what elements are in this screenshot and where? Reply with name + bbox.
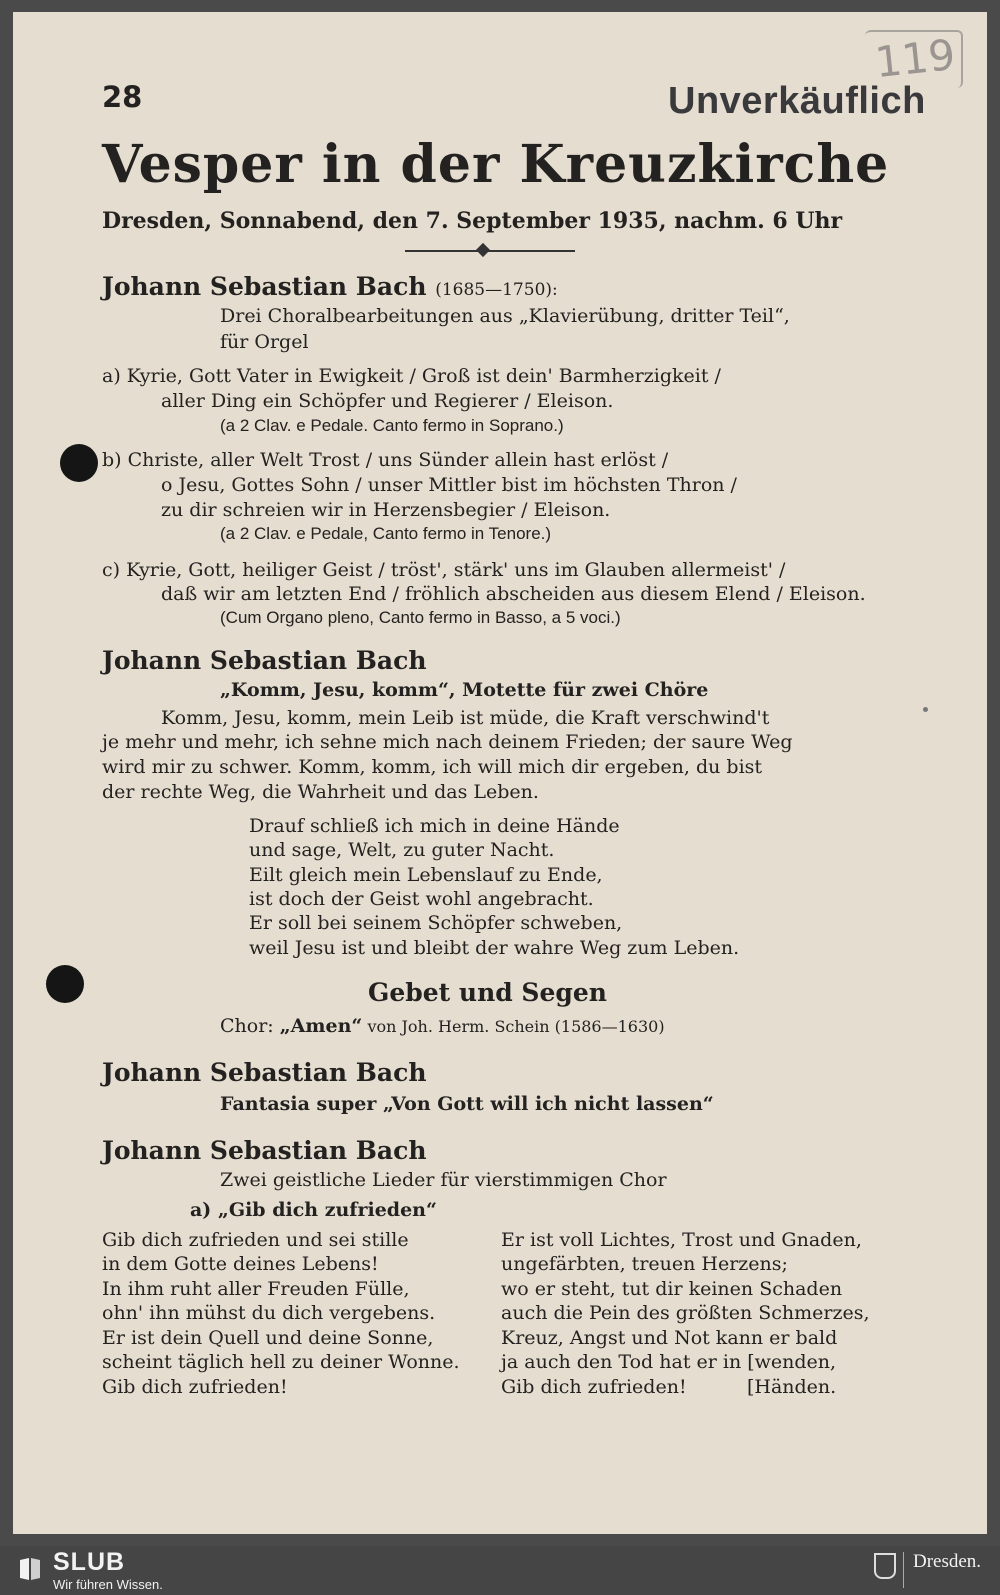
chorale-b-text: o Jesu, Gottes Sohn / unser Mittler bist im höchsten Thron / [161, 474, 737, 496]
composer-heading: Johann Sebastian Bach [102, 646, 427, 675]
song-verse-left: in dem Gotte deines Lebens! [102, 1253, 379, 1275]
song-verse-right: auch die Pein des größten Schmerzes, [501, 1302, 870, 1324]
brand-logo[interactable]: SLUB [53, 1548, 126, 1576]
chorale-a-text: a) Kyrie, Gott Vater in Ewigkeit / Groß ist dein' Barmherzigkeit / [102, 365, 721, 387]
choir-line: Chor: „Amen“ von Joh. Herm. Schein (1586—1630) [220, 1015, 665, 1037]
motet-text: je mehr und mehr, ich sehne mich nach deinem Frieden; der saure Weg [102, 731, 793, 753]
song-verse-right: Er ist voll Lichtes, Trost und Gnaden, [501, 1229, 862, 1251]
motet-verse: weil Jesu ist und bleibt der wahre Weg zum Leben. [249, 937, 740, 959]
song-verse-right: Gib dich zufrieden! [Händen. [501, 1376, 837, 1398]
songs-description: Zwei geistliche Lieder für vierstimmigen Chor [220, 1169, 667, 1191]
page-number: 28 [102, 80, 143, 114]
composer-years: (1685—1750): [435, 280, 558, 300]
song-verse-left: scheint täglich hell zu deiner Wonne. [102, 1351, 460, 1373]
book-icon [18, 1556, 42, 1582]
motet-text: der rechte Weg, die Wahrheit und das Leben. [102, 781, 539, 803]
song-verse-left: In ihm ruht aller Freuden Fülle, [102, 1278, 410, 1300]
chorale-b-text: zu dir schreien wir in Herzensbegier / Eleison. [161, 499, 611, 521]
brand-tagline: Wir führen Wissen. [53, 1577, 163, 1592]
composer-heading: Johann Sebastian Bach [102, 1136, 427, 1165]
chorale-b-note: (a 2 Clav. e Pedale, Canto fermo in Tenore.) [220, 524, 552, 543]
paper-speck [923, 707, 928, 712]
song-verse-right: Kreuz, Angst und Not kann er bald [501, 1327, 838, 1349]
work-description: für Orgel [220, 331, 309, 353]
song-verse-left: Er ist dein Quell und deine Sonne, [102, 1327, 434, 1349]
divider-ornament [476, 243, 490, 257]
viewer-footer [0, 1546, 1000, 1595]
page-subtitle: Dresden, Sonnabend, den 7. September 1935, nachm. 6 Uhr [102, 208, 843, 234]
fantasia-title: Fantasia super „Von Gott will ich nicht lassen“ [220, 1093, 714, 1115]
stamp: Unverkäuflich [668, 80, 926, 122]
song-verse-left: Gib dich zufrieden und sei stille [102, 1229, 409, 1251]
song-verse-left: Gib dich zufrieden! [102, 1376, 288, 1398]
song-verse-right: wo er steht, tut dir keinen Schaden [501, 1278, 843, 1300]
document-page [13, 12, 987, 1534]
motet-verse: Er soll bei seinem Schöpfer schweben, [249, 912, 623, 934]
song-title: a) „Gib dich zufrieden“ [190, 1199, 437, 1221]
chorale-c-text: c) Kyrie, Gott, heiliger Geist / tröst', stärk' uns im Glauben allermeist' / [102, 559, 786, 581]
song-verse-right: ungefärbten, treuen Herzens; [501, 1253, 788, 1275]
city-shield-icon [874, 1553, 896, 1579]
page-title: Vesper in der Kreuzkirche [102, 134, 890, 195]
divider [405, 250, 575, 252]
motet-verse: Drauf schließ ich mich in deine Hände [249, 815, 620, 837]
punch-hole [60, 444, 98, 482]
chorale-b-text: b) Christe, aller Welt Trost / uns Sünder allein hast erlöst / [102, 449, 669, 471]
chorale-c-text: daß wir am letzten End / fröhlich abscheiden aus diesem Elend / Eleison. [161, 583, 866, 605]
motet-verse: ist doch der Geist wohl angebracht. [249, 888, 594, 910]
composer-heading: Johann Sebastian Bach [102, 1058, 427, 1087]
motet-verse: Eilt gleich mein Lebenslauf zu Ende, [249, 864, 603, 886]
song-verse-left: ohn' ihn mühst du dich vergebens. [102, 1302, 436, 1324]
work-description: Drei Choralbearbeitungen aus „Klavierübung, dritter Teil“, [220, 305, 790, 327]
motet-text: Komm, Jesu, komm, mein Leib ist müde, die Kraft verschwind't [161, 707, 770, 729]
chorale-a-note: (a 2 Clav. e Pedale. Canto fermo in Soprano.) [220, 416, 564, 435]
punch-hole [46, 965, 84, 1003]
composer-heading: Johann Sebastian Bach (1685—1750): [102, 272, 558, 301]
motet-text: wird mir zu schwer. Komm, komm, ich will mich dir ergeben, du bist [102, 756, 763, 778]
pencil-annotation: 119 [872, 29, 958, 88]
motet-verse: und sage, Welt, zu guter Nacht. [249, 839, 555, 861]
motet-title: „Komm, Jesu, komm“, Motette für zwei Chöre [220, 679, 709, 701]
city-logo[interactable]: Dresden. [913, 1551, 982, 1572]
section-heading: Gebet und Segen [368, 978, 607, 1007]
chorale-a-text: aller Ding ein Schöpfer und Regierer / Eleison. [161, 390, 614, 412]
footer-divider [903, 1552, 904, 1588]
song-verse-right: ja auch den Tod hat er in [wenden, [501, 1351, 837, 1373]
chorale-c-note: (Cum Organo pleno, Canto fermo in Basso, a 5 voci.) [220, 608, 621, 627]
